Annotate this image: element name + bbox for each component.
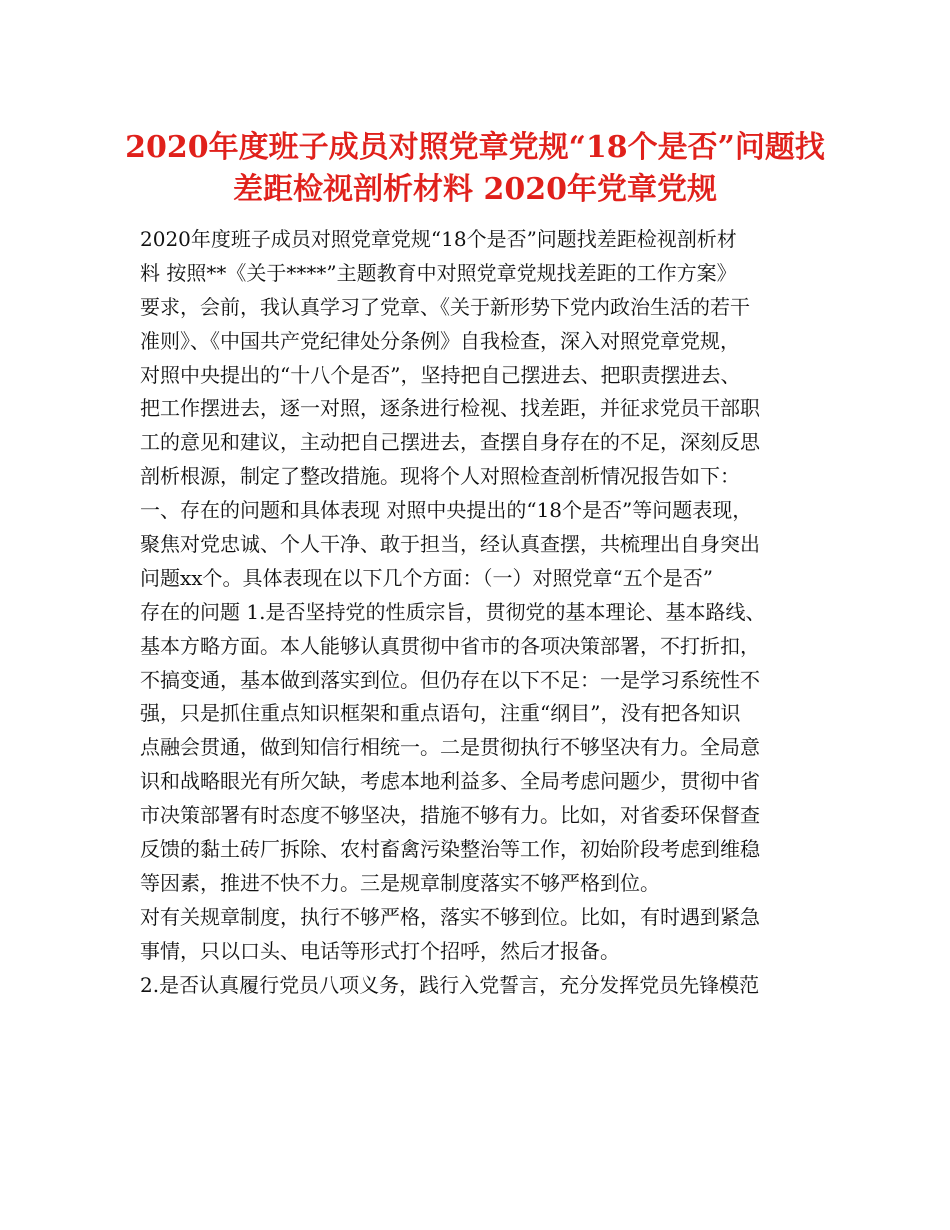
- body-line: 对照中央提出的“十八个是否”，坚持把自己摆进去、把职责摆进去、: [140, 362, 741, 387]
- body-line: 剖析根源，制定了整改措施。现将个人对照检查剖析情况报告如下：: [140, 464, 740, 489]
- body-line: 工的意见和建议，主动把自己摆进去，查摆自身存在的不足，深刻反思: [140, 430, 760, 455]
- body-line: 聚焦对党忠诚、个人干净、敢于担当，经认真查摆，共梳理出自身突出: [140, 532, 760, 557]
- body-line: 一、存在的问题和具体表现 对照中央提出的“18个是否”等问题表现，: [140, 498, 753, 523]
- body-line: 点融会贯通，做到知信行相统一。二是贯彻执行不够坚决有力。全局意: [140, 735, 760, 760]
- body-line: 问题xx个。具体表现在以下几个方面：（一）对照党章“五个是否”: [140, 565, 714, 590]
- body-line: 把工作摆进去，逐一对照，逐条进行检视、找差距，并征求党员干部职: [140, 396, 760, 421]
- body-line: 存在的问题 1.是否坚持党的性质宗旨，贯彻党的基本理论、基本路线、: [140, 599, 766, 624]
- document-title-line-1: 2020年度班子成员对照党章党规“18个是否”问题找: [125, 130, 825, 165]
- document-body: [140, 223, 840, 1002]
- document-title-line-2: 差距检视剖析材料 2020年党章党规: [233, 172, 717, 207]
- body-line: 市决策部署有时态度不够坚决，措施不够有力。比如，对省委环保督查: [140, 803, 760, 828]
- body-line: 对有关规章制度，执行不够严格，落实不够到位。比如，有时遇到紧急: [140, 904, 760, 929]
- body-line: 识和战略眼光有所欠缺，考虑本地利益多、全局考虑问题少，贯彻中省: [140, 769, 760, 794]
- body-line: 等因素，推进不快不力。三是规章制度落实不够严格到位。: [140, 870, 660, 895]
- body-line: 反馈的黏土砖厂拆除、农村畜禽污染整治等工作，初始阶段考虑到维稳: [140, 837, 760, 862]
- body-line: 2020年度班子成员对照党章党规“18个是否”问题找差距检视剖析材: [140, 227, 737, 251]
- body-line: 强，只是抓住重点知识框架和重点语句，注重“纲目”，没有把各知识: [140, 701, 741, 726]
- body-line: 料 按照**《关于****”主题教育中对照党章党规找差距的工作方案》: [140, 260, 737, 285]
- body-line: 2.是否认真履行党员八项义务，践行入党誓言，充分发挥党员先锋模范: [140, 972, 760, 997]
- body-line: 不搞变通，基本做到落实到位。但仍存在以下不足：一是学习系统性不: [140, 667, 760, 692]
- body-line: 事情，只以口头、电话等形式打个招呼，然后才报备。: [140, 938, 620, 963]
- body-line: 基本方略方面。本人能够认真贯彻中省市的各项决策部署，不打折扣，: [140, 633, 760, 658]
- body-line: 准则》、《中国共产党纪律处分条例》自我检查，深入对照党章党规，: [140, 328, 740, 353]
- body-line: 要求，会前，我认真学习了党章、《关于新形势下党内政治生活的若干: [140, 294, 750, 319]
